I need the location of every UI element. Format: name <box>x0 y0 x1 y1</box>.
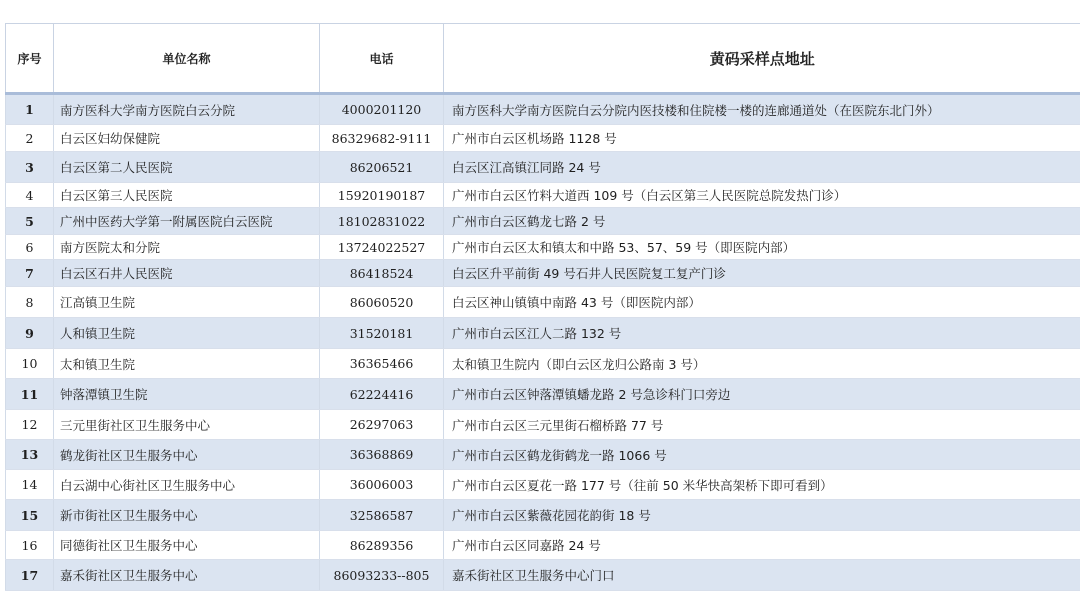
row-index: 17 <box>6 560 54 591</box>
row-unit-name: 鹤龙街社区卫生服务中心 <box>54 440 320 470</box>
row-address: 广州市白云区三元里街石榴桥路 77 号 <box>444 410 1080 440</box>
row-index: 9 <box>6 318 54 349</box>
table-row <box>6 260 1080 287</box>
row-phone: 36368869 <box>320 440 444 470</box>
row-phone: 86060520 <box>320 287 444 318</box>
row-unit-name: 同德街社区卫生服务中心 <box>54 531 320 560</box>
table-row <box>6 235 1080 260</box>
table-body <box>6 94 1080 591</box>
table-row <box>6 410 1080 440</box>
row-address: 广州市白云区钟落潭镇蟠龙路 2 号急诊科门口旁边 <box>444 379 1080 410</box>
header-row <box>6 24 1080 94</box>
table-row <box>6 287 1080 318</box>
table-header <box>6 24 1080 94</box>
row-phone: 36006003 <box>320 470 444 500</box>
row-address: 白云区江高镇江同路 24 号 <box>444 152 1080 183</box>
row-index: 13 <box>6 440 54 470</box>
row-index: 6 <box>6 235 54 260</box>
row-phone: 15920190187 <box>320 183 444 208</box>
table-row <box>6 560 1080 591</box>
row-index: 16 <box>6 531 54 560</box>
row-address: 嘉禾街社区卫生服务中心门口 <box>444 560 1080 591</box>
row-index: 12 <box>6 410 54 440</box>
row-unit-name: 江高镇卫生院 <box>54 287 320 318</box>
table-row <box>6 208 1080 235</box>
row-address: 广州市白云区同嘉路 24 号 <box>444 531 1080 560</box>
row-unit-name: 太和镇卫生院 <box>54 349 320 379</box>
row-index: 14 <box>6 470 54 500</box>
row-unit-name: 新市街社区卫生服务中心 <box>54 500 320 531</box>
header-unit-name: 单位名称 <box>54 24 320 94</box>
row-address: 广州市白云区江人二路 132 号 <box>444 318 1080 349</box>
row-index: 8 <box>6 287 54 318</box>
table-row <box>6 500 1080 531</box>
row-phone: 32586587 <box>320 500 444 531</box>
row-index: 1 <box>6 94 54 125</box>
row-unit-name: 白云区第二人民医院 <box>54 152 320 183</box>
table-row <box>6 440 1080 470</box>
table-row <box>6 349 1080 379</box>
table-row <box>6 318 1080 349</box>
row-phone: 36365466 <box>320 349 444 379</box>
row-unit-name: 白云区石井人民医院 <box>54 260 320 287</box>
row-phone: 86093233--805 <box>320 560 444 591</box>
row-index: 3 <box>6 152 54 183</box>
row-address: 广州市白云区机场路 1128 号 <box>444 125 1080 152</box>
row-address: 白云区升平前街 49 号石井人民医院复工复产门诊 <box>444 260 1080 287</box>
row-unit-name: 人和镇卫生院 <box>54 318 320 349</box>
row-phone: 86329682-9111 <box>320 125 444 152</box>
row-index: 15 <box>6 500 54 531</box>
header-address: 黄码采样点地址 <box>444 24 1080 94</box>
row-address: 广州市白云区紫薇花园花韵街 18 号 <box>444 500 1080 531</box>
row-index: 7 <box>6 260 54 287</box>
row-address: 广州市白云区竹料大道西 109 号（白云区第三人民医院总院发热门诊） <box>444 183 1080 208</box>
row-phone: 18102831022 <box>320 208 444 235</box>
sampling-sites-table <box>5 23 1080 591</box>
row-address: 广州市白云区鹤龙街鹤龙一路 1066 号 <box>444 440 1080 470</box>
row-unit-name: 白云区第三人民医院 <box>54 183 320 208</box>
table-row <box>6 152 1080 183</box>
row-unit-name: 三元里街社区卫生服务中心 <box>54 410 320 440</box>
row-unit-name: 白云湖中心街社区卫生服务中心 <box>54 470 320 500</box>
row-phone: 31520181 <box>320 318 444 349</box>
row-address: 南方医科大学南方医院白云分院内医技楼和住院楼一楼的连廊通道处（在医院东北门外） <box>444 94 1080 125</box>
row-phone: 13724022527 <box>320 235 444 260</box>
row-phone: 4000201120 <box>320 94 444 125</box>
table-row <box>6 379 1080 410</box>
table-row <box>6 125 1080 152</box>
row-unit-name: 白云区妇幼保健院 <box>54 125 320 152</box>
row-address: 白云区神山镇镇中南路 43 号（即医院内部） <box>444 287 1080 318</box>
row-address: 广州市白云区夏花一路 177 号（往前 50 米华快高架桥下即可看到） <box>444 470 1080 500</box>
table-row <box>6 470 1080 500</box>
row-index: 11 <box>6 379 54 410</box>
row-unit-name: 嘉禾街社区卫生服务中心 <box>54 560 320 591</box>
row-unit-name: 钟落潭镇卫生院 <box>54 379 320 410</box>
table-row <box>6 183 1080 208</box>
row-phone: 86206521 <box>320 152 444 183</box>
row-unit-name: 广州中医药大学第一附属医院白云医院 <box>54 208 320 235</box>
row-index: 10 <box>6 349 54 379</box>
row-index: 4 <box>6 183 54 208</box>
row-phone: 86289356 <box>320 531 444 560</box>
row-index: 2 <box>6 125 54 152</box>
row-phone: 86418524 <box>320 260 444 287</box>
header-index: 序号 <box>6 24 54 94</box>
row-address: 广州市白云区太和镇太和中路 53、57、59 号（即医院内部） <box>444 235 1080 260</box>
row-phone: 26297063 <box>320 410 444 440</box>
table-row <box>6 94 1080 125</box>
row-address: 广州市白云区鹤龙七路 2 号 <box>444 208 1080 235</box>
row-unit-name: 南方医院太和分院 <box>54 235 320 260</box>
row-address: 太和镇卫生院内（即白云区龙归公路南 3 号） <box>444 349 1080 379</box>
table-row <box>6 531 1080 560</box>
row-index: 5 <box>6 208 54 235</box>
row-unit-name: 南方医科大学南方医院白云分院 <box>54 94 320 125</box>
header-phone: 电话 <box>320 24 444 94</box>
row-phone: 62224416 <box>320 379 444 410</box>
